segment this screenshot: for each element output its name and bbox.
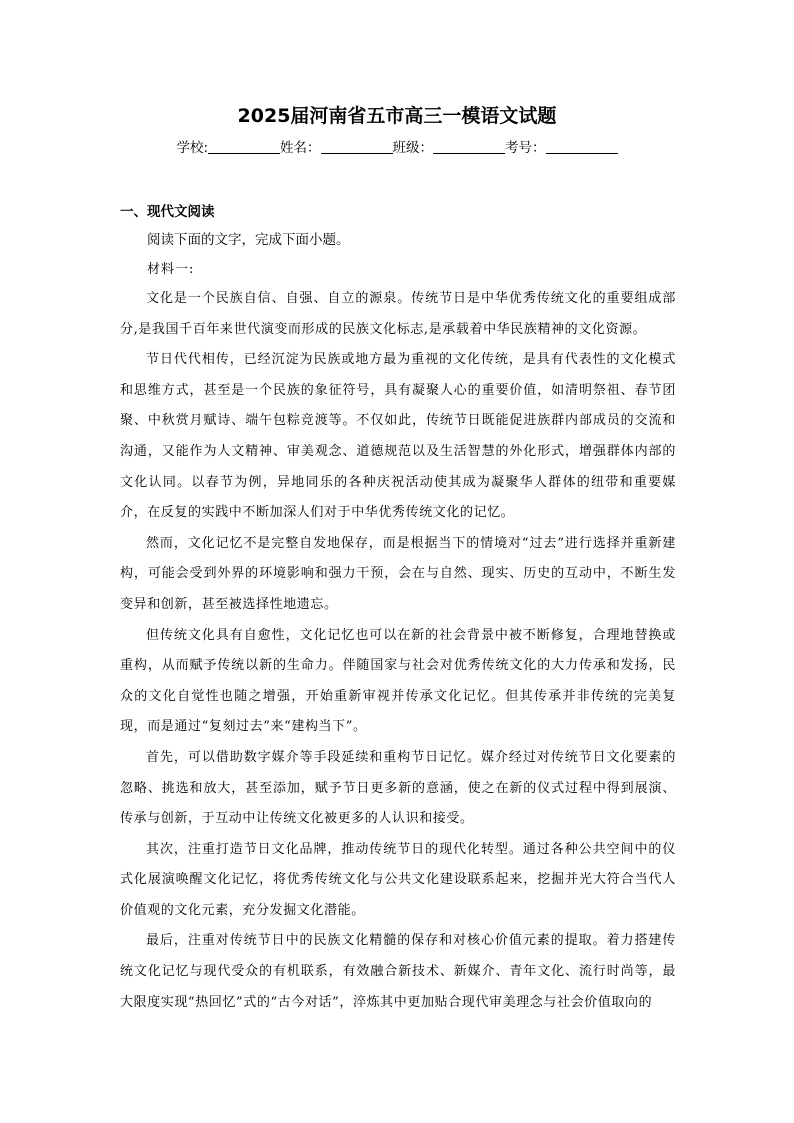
paragraph: 其次，注重打造节日文化品牌，推动传统节日的现代化转型。通过各种公共空间中的仪式化展演唤醒文化记忆，将优秀传统文化与公共文化建设联系起来，挖掘并光大符合当代人价值观的文化元素，充分发掘文化潜能。: [120, 841, 676, 918]
class-blank[interactable]: [433, 139, 505, 154]
paragraph: 最后，注重对传统节日中的民族文化精髓的保存和对核心价值元素的提取。着力搭建传统文化记忆与现代受众的有机联系，有效融合新技术、新媒介、青年文化、流行时尚等，最大限度实现“热回忆”式的“古今对话”，淬炼其中更加贴合现代审美理念与社会价值取向的: [120, 933, 676, 1010]
student-info-row: [0, 137, 794, 159]
class-label: 班级：: [392, 140, 434, 156]
school-label: 学校:: [176, 140, 209, 156]
school-blank[interactable]: [208, 139, 280, 154]
exam-title: 2025届河南省五市高三一模语文试题: [237, 105, 557, 127]
paragraph: 但传统文化具有自愈性，文化记忆也可以在新的社会背景中被不断修复，合理地替换或重构，从而赋予传统以新的生命力。伴随国家与社会对优秀传统文化的大力传承和发扬，民众的文化自觉性也随之增强，开始重新审视并传承文化记忆。但其传承并非传统的完美复现，而是通过“复刻过去”来“建构当下”。: [120, 627, 676, 735]
name-blank[interactable]: [321, 139, 393, 154]
paragraph: 首先，可以借助数字媒介等手段延续和重构节日记忆。媒介经过对传统节日文化要素的忽略、挑选和放大，甚至添加，赋予节日更多新的意涵，使之在新的仪式过程中得到展演、传承与创新，于互动中让传统文化被更多的人认识和接受。: [120, 749, 676, 827]
name-label: 姓名：: [280, 140, 321, 156]
material-label: 材料一:: [147, 262, 195, 277]
exam-number-blank[interactable]: [546, 139, 618, 154]
section-heading: 一、现代文阅读: [120, 204, 215, 220]
paragraph: 然而，文化记忆不是完整自发地保存，而是根据当下的情境对“过去”进行选择并重新建构，可能会受到外界的环境影响和强力干预，会在与自然、现实、历史的互动中，不断生发变异和创新，甚至被选择性地遗忘。: [120, 535, 676, 612]
paragraph: 文化是一个民族自信、自强、自立的源泉。传统节日是中华优秀传统文化的重要组成部分,是我国千百年来世代演变而形成的民族文化标志,是承载着中华民族精神的文化资源。: [120, 291, 676, 337]
reading-instruction: 阅读下面的文字，完成下面小题。: [147, 232, 350, 248]
passage-body: [120, 284, 676, 1018]
exam-number-label: 考号：: [505, 140, 546, 156]
paragraph: 节日代代相传，已经沉淀为民族或地方最为重视的文化传统，是具有代表性的文化模式和思维方式，甚至是一个民族的象征符号，具有凝聚人心的重要价值，如清明祭祖、春节团聚、中秋赏月赋诗、端午包粽竞渡等。不仅如此，传统节日既能促进族群内部成员的交流和沟通，又能作为人文精神、审美观念、道德规范以及生活智慧的外化形式，增强群体内部的文化认同。以春节为例，异地同乐的各种庆祝活动使其成为凝聚华人群体的纽带和重要媒介，在反复的实践中不断加深人们对于中华优秀传统文化的记忆。: [120, 352, 676, 521]
